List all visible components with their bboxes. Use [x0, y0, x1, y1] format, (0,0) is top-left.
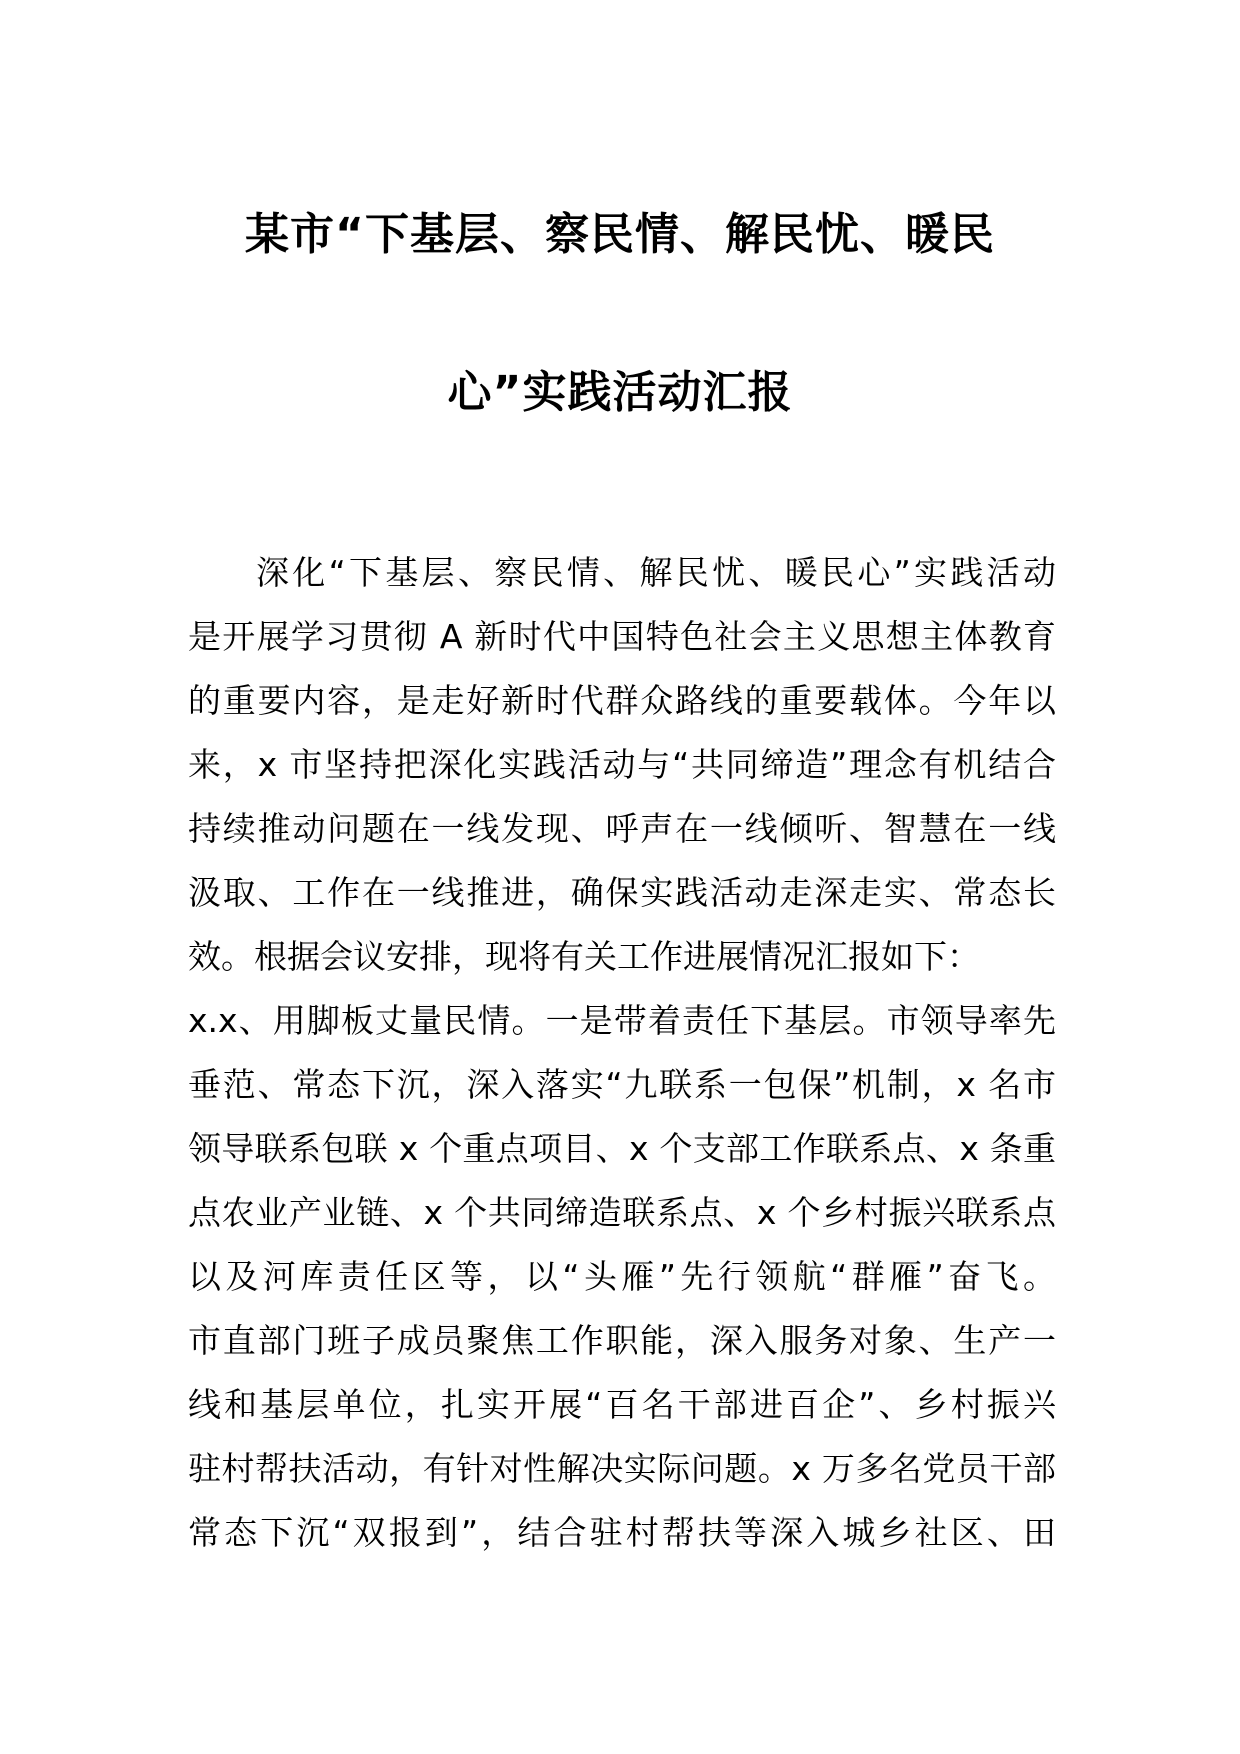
body-line: 线和基层单位，扎实开展“百名干部进百企”、乡村振兴: [188, 1385, 1056, 1424]
body-line: 以及河库责任区等，以“头雁”先行领航“群雁”奋飞。: [188, 1257, 1056, 1296]
body-line: 领导联系包联 x 个重点项目、x 个支部工作联系点、x 条重: [188, 1129, 1056, 1168]
body-line: 的重要内容，是走好新时代群众路线的重要载体。今年以: [188, 681, 1056, 720]
body-line: 持续推动问题在一线发现、呼声在一线倾听、智慧在一线: [188, 809, 1056, 848]
body-line: 垂范、常态下沉，深入落实“九联系一包保”机制，x 名市: [188, 1065, 1056, 1104]
document-title-line-2: 心”实践活动汇报: [447, 367, 793, 418]
body-line: 效。根据会议安排，现将有关工作进展情况汇报如下：: [188, 937, 980, 976]
body-line: x.x、用脚板丈量民情。一是带着责任下基层。市领导率先: [188, 1001, 1056, 1040]
body-line: 市直部门班子成员聚焦工作职能，深入服务对象、生产一: [188, 1321, 1056, 1360]
body-line: 驻村帮扶活动，有针对性解决实际问题。x 万多名党员干部: [188, 1449, 1056, 1488]
body-line: 点农业产业链、x 个共同缔造联系点、x 个乡村振兴联系点: [188, 1193, 1056, 1232]
body-line: 常态下沉“双报到”，结合驻村帮扶等深入城乡社区、田: [188, 1513, 1056, 1552]
body-line: 深化“下基层、察民情、解民忧、暖民心”实践活动: [256, 553, 1056, 592]
body-line: 是开展学习贯彻 A 新时代中国特色社会主义思想主体教育: [188, 617, 1056, 656]
body-line: 来，x 市坚持把深化实践活动与“共同缔造”理念有机结合: [188, 745, 1056, 784]
body-line: 汲取、工作在一线推进，确保实践活动走深走实、常态长: [188, 873, 1056, 912]
document-title-line-1: 某市“下基层、察民情、解民忧、暖民: [245, 209, 995, 260]
